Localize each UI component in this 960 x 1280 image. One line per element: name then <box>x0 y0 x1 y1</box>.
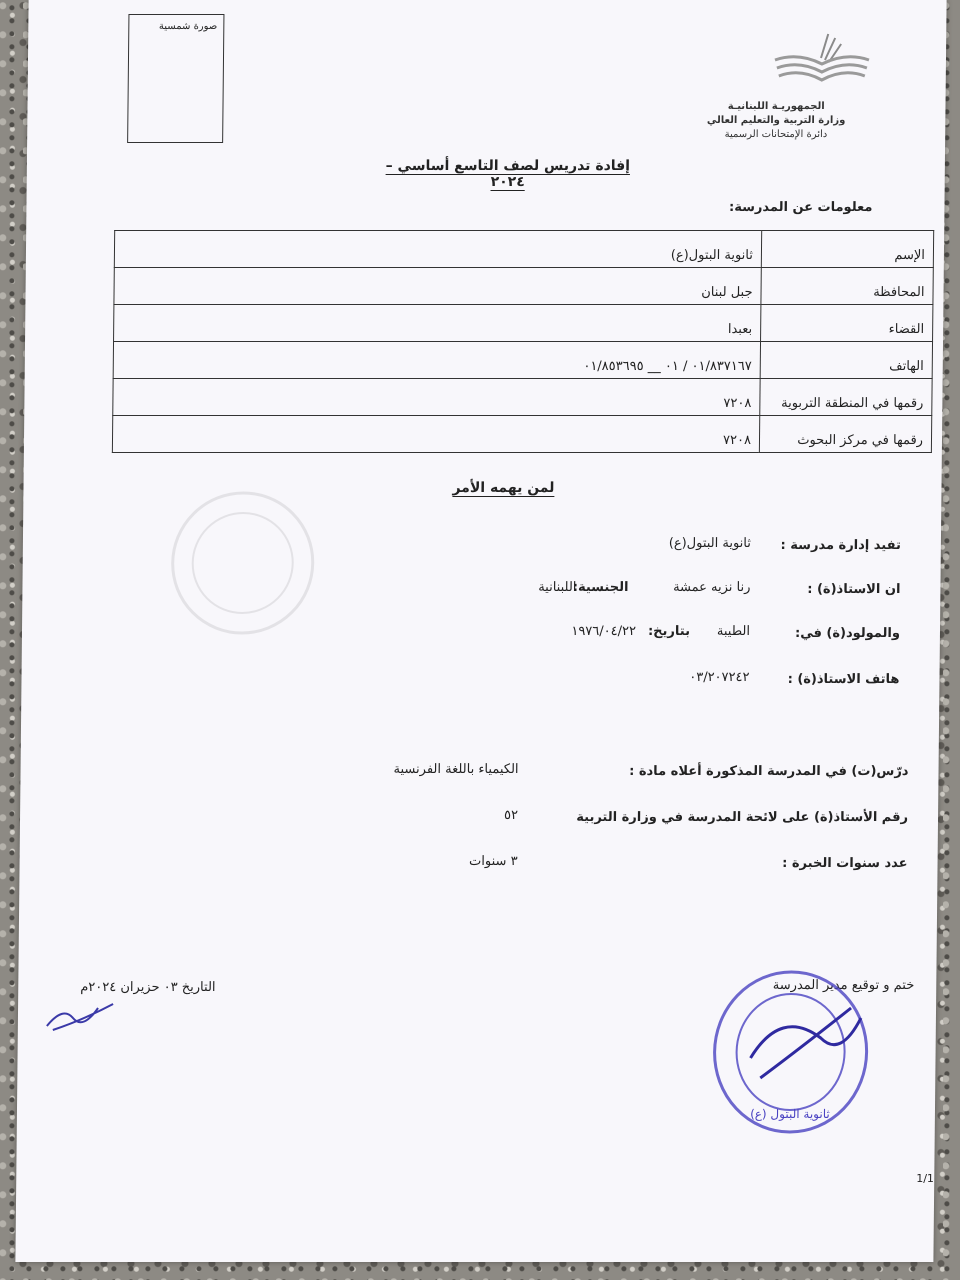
date-text: التاريخ ٠٣ حزيران ٢٠٢٤م <box>80 980 216 995</box>
table-row <box>114 231 933 268</box>
nationality-value: اللبنانية <box>538 580 577 595</box>
row-value: ٠١/٨٣٧١٦٧ / ٠١ __ ٠١/٨٥٣٦٩٥ <box>113 342 760 379</box>
republic-name: الجمهوريـة اللبنانيـة <box>727 101 825 112</box>
row-value: ٧٢٠٨ <box>113 379 760 416</box>
school-info-table <box>112 230 934 453</box>
subject-value: الكيمياء باللغة الفرنسية <box>393 762 519 777</box>
birthplace-value: الطيبة <box>716 624 751 639</box>
birthdate-value: ١٩٧٦/٠٤/٢٢ <box>571 624 637 639</box>
photo-label: صورة شمسية <box>158 21 218 32</box>
faint-watermark-seal-icon <box>167 488 319 638</box>
roster-label: رقم الأستاذ(ة) على لائحة المدرسة في وزارة التربية <box>576 810 909 825</box>
table-row <box>112 416 931 453</box>
ministry-name: وزارة التربية والتعليم العالي <box>706 115 846 126</box>
teacher-value: رنا نزيه عمشة <box>673 580 751 595</box>
stamp-label: ختم و توقيع مدير المدرسة <box>772 978 915 993</box>
birthdate-label: بتاريخ: <box>647 624 691 639</box>
document-page <box>15 0 946 1262</box>
document-title: إفادة تدريس لصف التاسع أساسي – ٢٠٢٤ <box>385 158 631 190</box>
row-value: ٧٢٠٨ <box>112 416 759 453</box>
teacher-label: ان الاستاذ(ة) : <box>807 582 901 597</box>
department-name: دائرة الإمتحانات الرسمية <box>724 129 828 140</box>
to-whom-heading: لمن يهمه الأمر <box>452 480 555 496</box>
roster-value: ٥٢ <box>504 808 519 823</box>
table-row <box>114 268 933 305</box>
nationality-label: الجنسية: <box>572 580 629 595</box>
experience-value: ٣ سنوات <box>469 854 518 869</box>
row-key: القضاء <box>761 305 933 342</box>
experience-label: عدد سنوات الخبرة : <box>782 856 908 871</box>
page-number: 1/1 <box>916 1172 935 1185</box>
row-value: بعبدا <box>114 305 761 342</box>
signature-icon <box>43 996 123 1036</box>
row-key: المحافظة <box>761 268 933 305</box>
subject-label: درّس(ت) في المدرسة المذكورة أعلاه مادة : <box>629 764 909 779</box>
row-value: جبل لبنان <box>114 268 761 305</box>
birthplace-label: والمولود(ة) في: <box>794 626 901 641</box>
table-row <box>113 342 932 379</box>
table-row <box>114 305 933 342</box>
row-key: الهاتف <box>760 342 932 379</box>
phone-label: هاتف الاستاذ(ة) : <box>787 672 900 687</box>
school-stamp-icon <box>710 968 872 1136</box>
row-key: الإسم <box>761 231 933 268</box>
school-value: ثانوية البتول(ع) <box>668 536 751 551</box>
stamp-text: ثانوية البتول (ع) <box>750 1107 830 1121</box>
row-key: رقمها في مركز البحوث <box>759 416 931 453</box>
school-label: تفيد إدارة مدرسة : <box>780 538 901 553</box>
table-row <box>113 379 932 416</box>
phone-value: ٠٣/٢٠٧٢٤٢ <box>689 670 750 685</box>
photo-box <box>127 14 224 143</box>
row-value: ثانوية البتول(ع) <box>114 231 761 268</box>
school-info-label: معلومات عن المدرسة: <box>728 200 873 215</box>
ministry-logo-icon <box>773 30 872 95</box>
row-key: رقمها في المنطقة التربوية <box>760 379 932 416</box>
ministry-header <box>707 100 846 142</box>
